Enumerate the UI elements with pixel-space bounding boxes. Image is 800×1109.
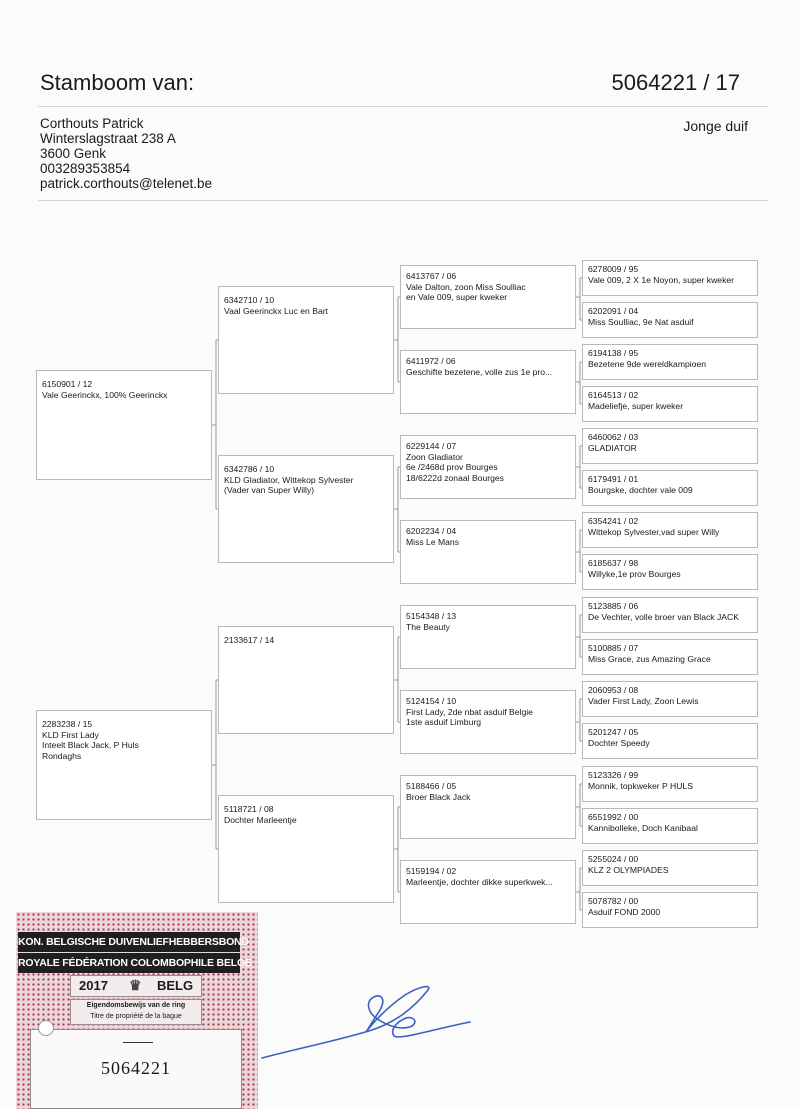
pigeon-description: Geschifte bezetene, volle zus 1e pro...: [406, 366, 553, 377]
ring-number: 6202091 / 04: [588, 306, 639, 316]
ring-number: 6551992 / 00: [588, 812, 639, 822]
card-org-line-2: ROYALE FÉDÉRATION COLOMBOPHILE BELGE: [18, 953, 240, 973]
pigeon-description: GLADIATOR: [588, 442, 637, 453]
pedigree-gen4-10: [582, 639, 758, 675]
owner-name: Corthouts Patrick: [40, 116, 144, 131]
pigeon-description: Miss Le Mans: [406, 536, 460, 547]
ring-number: 6150901 / 12: [42, 379, 93, 389]
card-label-fr: Titre de propriété de la bague: [90, 1013, 182, 1020]
pigeon-description: Vader First Lady, Zoon Lewis: [588, 695, 699, 706]
pigeon-description: Willyke,1e prov Bourges: [588, 568, 681, 579]
pedigree-sire: [36, 370, 212, 480]
card-year-box: [70, 975, 202, 997]
pedigree-gen4-16: [582, 892, 758, 928]
ring-number: 2283238 / 15: [42, 719, 93, 729]
ring-number: 5123885 / 06: [588, 601, 639, 611]
pedigree-gen4-14: [582, 808, 758, 844]
ring-number: 5123326 / 99: [588, 770, 639, 780]
pigeon-description: Wittekop Sylvester,vad super Willy: [588, 526, 720, 537]
ring-number: 2133617 / 14: [224, 635, 275, 645]
pedigree-gen3-8: [400, 860, 576, 924]
ring-number: 5159194 / 02: [406, 866, 457, 876]
ring-number: 5118721 / 08: [224, 804, 274, 814]
pedigree-gen4-12: [582, 723, 758, 759]
pedigree-gen4-2: [582, 302, 758, 338]
pedigree-gen4-13: [582, 766, 758, 802]
pedigree-gen3-2: [400, 350, 576, 414]
card-divider: [123, 1042, 153, 1043]
ring-number: 5188466 / 05: [406, 781, 457, 791]
ring-number: 6179491 / 01: [588, 474, 639, 484]
pigeon-description: Vale Dalton, zoon Miss Soulliac: [406, 281, 526, 292]
pigeon-description: Dochter Speedy: [588, 737, 650, 748]
pigeon-description: en Vale 009, super kweker: [406, 292, 508, 303]
owner-city: 3600 Genk: [40, 146, 107, 161]
ring-number: 5201247 / 05: [588, 727, 639, 737]
ring-number: 6229144 / 07: [406, 441, 457, 451]
pigeon-description: Broer Black Jack: [406, 791, 471, 802]
card-ring-number: 5064221: [101, 1058, 171, 1078]
pedigree-gen4-4: [582, 386, 758, 422]
pigeon-description: KLD Gladiator, Wittekop Sylvester: [224, 474, 354, 485]
card-label-nl: Eigendomsbewijs van de ring: [86, 1002, 186, 1009]
pigeon-description: Miss Soulliac, 9e Nat asduif: [588, 316, 694, 327]
pedigree-gen4-3: [582, 344, 758, 380]
pigeon-description: Dochter Marleentje: [224, 814, 297, 825]
card-label-box: [70, 999, 202, 1025]
pigeon-category: Jonge duif: [683, 118, 748, 134]
owner-street: Winterslagstraat 238 A: [40, 131, 176, 146]
ring-number: 6342710 / 10: [224, 295, 275, 305]
pedigree-gen3-7: [400, 775, 576, 839]
ring-number: 6413767 / 06: [406, 271, 457, 281]
ring-number: 5124154 / 10: [406, 696, 457, 706]
pigeon-description: Bourgske, dochter vale 009: [588, 484, 693, 495]
pigeon-description: 18/6222d zonaal Bourges: [406, 472, 504, 483]
pedigree-gen3-3: [400, 435, 576, 499]
ring-number: 6194138 / 95: [588, 348, 639, 358]
pigeon-description: Asduif FOND 2000: [588, 906, 661, 917]
pigeon-description: First Lady, 2de nbat asduif Belgie: [406, 706, 533, 717]
pigeon-ring-number: 5064221 / 17: [611, 70, 740, 95]
ring-number: 6278009 / 95: [588, 264, 639, 274]
pedigree-grandsire-maternal: [218, 626, 394, 734]
pedigree-gen4-15: [582, 850, 758, 886]
card-number-box: [30, 1029, 242, 1109]
pigeon-description: Miss Grace, zus Amazing Grace: [588, 653, 711, 664]
pigeon-description: (Vader van Super Willy): [224, 485, 315, 496]
ring-number: 5154348 / 13: [406, 611, 457, 621]
pigeon-description: 6e /2468d prov Bourges: [406, 462, 498, 473]
pedigree-gen3-4: [400, 520, 576, 584]
pedigree-grandsire-paternal: [218, 286, 394, 394]
ring-number: 6185637 / 98: [588, 558, 639, 568]
pigeon-description: 1ste asduif Limburg: [406, 717, 481, 728]
pedigree-gen4-8: [582, 554, 758, 590]
pigeon-description: Rondaghs: [42, 750, 82, 761]
pedigree-granddam-maternal: [218, 795, 394, 903]
ring-number: 6411972 / 06: [406, 356, 456, 366]
pigeon-description: Kannibolleke, Doch Kanibaal: [588, 822, 698, 833]
card-country: BELG: [157, 978, 194, 993]
pigeon-description: KLD First Lady: [42, 729, 99, 740]
ring-number: 6164513 / 02: [588, 390, 639, 400]
pedigree-granddam-paternal: [218, 455, 394, 563]
owner-email: patrick.corthouts@telenet.be: [40, 176, 213, 191]
ring-number: 6202234 / 04: [406, 526, 457, 536]
signature: [262, 987, 470, 1058]
pigeon-description: Marleentje, dochter dikke superkwek...: [406, 876, 553, 887]
document-title: Stamboom van:: [40, 70, 195, 95]
pigeon-description: Vale Geerinckx, 100% Geerinckx: [42, 389, 168, 400]
pigeon-description: KLZ 2 OLYMPIADES: [588, 864, 669, 875]
pedigree-gen4-9: [582, 597, 758, 633]
pigeon-description: Vaal Geerinckx Luc en Bart: [224, 305, 328, 316]
pigeon-description: Inteelt Black Jack, P Huls: [42, 740, 139, 751]
ring-number: 5100885 / 07: [588, 643, 639, 653]
pedigree-gen3-6: [400, 690, 576, 754]
pedigree-gen4-6: [582, 470, 758, 506]
pigeon-description: De Vechter, volle broer van Black JACK: [588, 611, 739, 622]
pigeon-description: Monnik, topkweker P HULS: [588, 780, 693, 791]
pigeon-description: Vale 009, 2 X 1e Noyon, super kweker: [588, 274, 735, 285]
pedigree-dam: [36, 710, 212, 820]
pedigree-gen3-1: [400, 265, 576, 329]
ring-number: 6460062 / 03: [588, 432, 639, 442]
card-hole-icon: [38, 1020, 54, 1036]
owner-phone: 003289353854: [40, 161, 131, 176]
card-year: 2017: [79, 978, 108, 993]
card-org-line-1: KON. BELGISCHE DUIVENLIEFHEBBERSBOND: [18, 932, 240, 952]
pigeon-description: Bezetene 9de wereldkampioen: [588, 358, 707, 369]
ring-number: 5255024 / 00: [588, 854, 639, 864]
ring-number: 6354241 / 02: [588, 516, 639, 526]
pedigree-gen4-7: [582, 512, 758, 548]
pigeon-description: The Beauty: [406, 621, 450, 632]
ring-number: 6342786 / 10: [224, 464, 275, 474]
pedigree-gen4-1: [582, 260, 758, 296]
pigeon-description: Zoon Gladiator: [406, 451, 463, 462]
pedigree-gen4-11: [582, 681, 758, 717]
pedigree-gen4-5: [582, 428, 758, 464]
ring-number: 5078782 / 00: [588, 896, 639, 906]
crown-icon: ♛: [129, 977, 142, 993]
pedigree-gen3-5: [400, 605, 576, 669]
ring-number: 2060953 / 08: [588, 685, 639, 695]
pigeon-description: Madeliefje, super kweker: [588, 400, 684, 411]
